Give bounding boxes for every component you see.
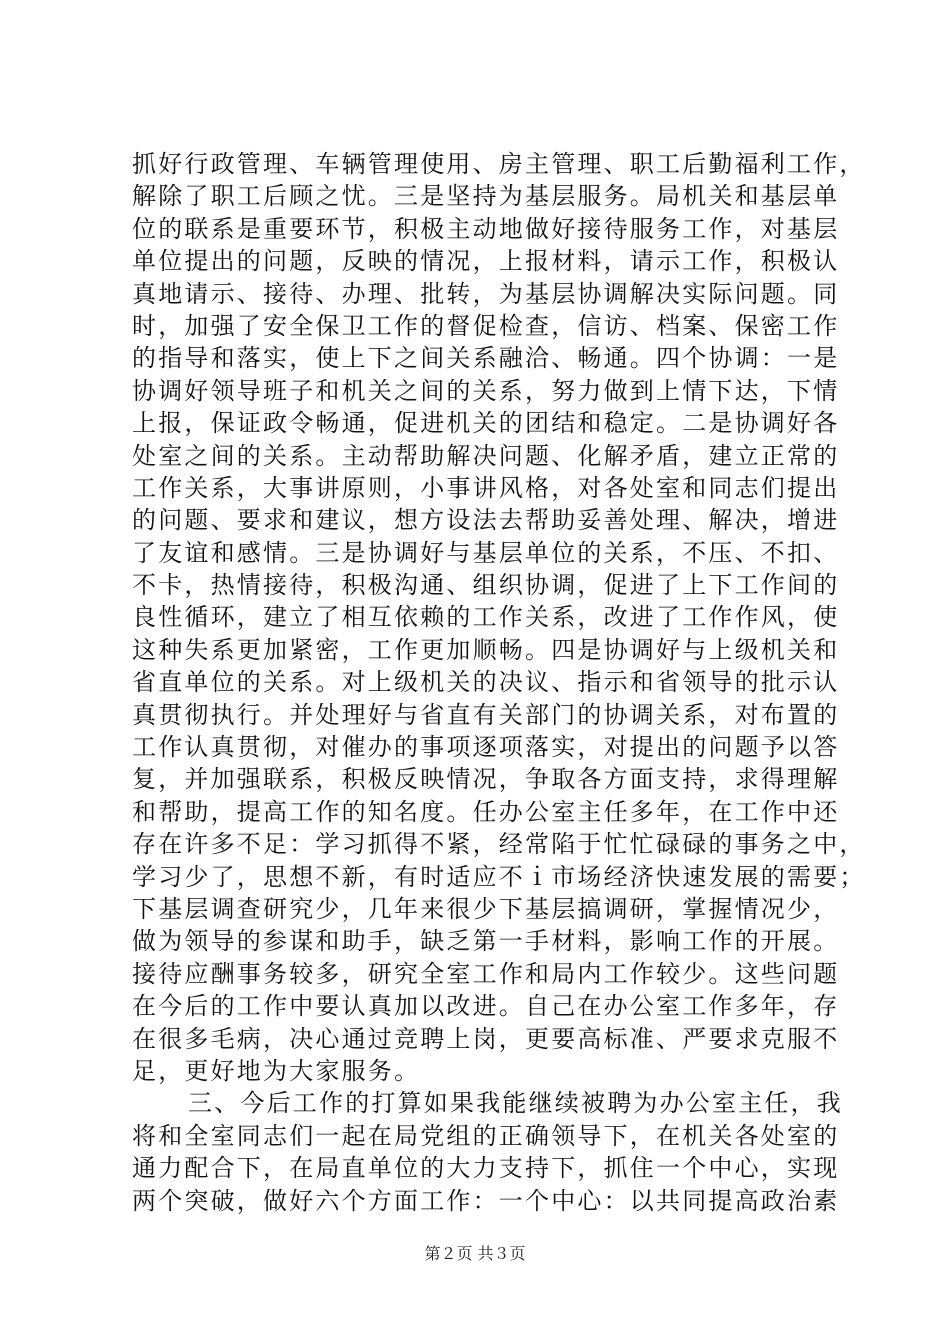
text-line: 学习少了，思想不新，有时适应不ｉ市场经济快速发展的需要；: [132, 862, 866, 891]
text-line: 位的联系是重要环节，积极主动地做好接待服务工作，对基层: [132, 214, 840, 243]
text-line: 的问题、要求和建议，想方设法去帮助妥善处理、解决，增进: [132, 506, 840, 535]
text-line: 这种失系更加紧密，工作更加顺畅。四是协调好与上级机关和: [132, 635, 840, 664]
text-line: 上报，保证政令畅通，促进机关的团结和稳定。二是协调好各: [132, 409, 840, 438]
text-line: 将和全室同志们一起在局党组的正确领导下，在机关各处室的: [132, 1121, 840, 1150]
text-line: 下基层调查研究少，几年来很少下基层搞调研，掌握情况少，: [132, 894, 840, 923]
text-line: 做为领导的参谋和助手，缺乏第一手材料，影响工作的开展。: [132, 927, 840, 956]
text-line: 工作关系，大事讲原则，小事讲风格，对各处室和同志们提出: [132, 473, 840, 502]
text-line: 协调好领导班子和机关之间的关系，努力做到上情下达，下情: [132, 376, 840, 405]
text-line: 在很多毛病，决心通过竞聘上岗，更要高标准、严要求克服不: [132, 1024, 840, 1053]
document-body: [132, 148, 866, 1217]
text-line: 接待应酬事务较多，研究全室工作和局内工作较少。这些问题: [132, 959, 840, 988]
text-line: 真地请示、接待、办理、批转，为基层协调解决实际问题。同: [132, 279, 840, 308]
text-line: 良性循环，建立了相互依赖的工作关系，改进了工作作风，使: [132, 603, 840, 632]
text-line: 真贯彻执行。并处理好与省直有关部门的协调关系，对布置的: [132, 700, 840, 729]
text-line: 存在许多不足：学习抓得不紧，经常陷于忙忙碌碌的事务之中，: [132, 830, 866, 859]
text-line: 不卡，热情接待，积极沟通、组织协调，促进了上下工作间的: [132, 571, 840, 600]
text-line: 了友谊和感情。三是协调好与基层单位的关系，不压、不扣、: [132, 538, 840, 567]
text-line: 的指导和落实，使上下之间关系融洽、畅通。四个协调：一是: [132, 344, 840, 373]
text-line: 通力配合下，在局直单位的大力支持下，抓住一个中心，实现: [132, 1154, 840, 1183]
text-line: 处室之间的关系。主动帮助解决问题、化解矛盾，建立正常的: [132, 441, 840, 470]
text-line: 单位提出的问题，反映的情况，上报材料，请示工作，积极认: [132, 247, 840, 276]
text-line: 在今后的工作中要认真加以改进。自己在办公室工作多年，存: [132, 992, 840, 1021]
page-footer: [0, 1244, 950, 1264]
section-heading-line: 三、今后工作的打算如果我能继续被聘为办公室主任，我: [188, 1089, 843, 1118]
text-line: 两个突破，做好六个方面工作：一个中心：以共同提高政治素: [132, 1186, 840, 1215]
text-line: 复，并加强联系，积极反映情况，争取各方面支持，求得理解: [132, 765, 840, 794]
text-line: 抓好行政管理、车辆管理使用、房主管理、职工后勤福利工作，: [132, 150, 866, 178]
text-line: 足，更好地为大家服务。: [132, 1056, 421, 1085]
text-line: 和帮助，提高工作的知名度。任办公室主任多年，在工作中还: [132, 797, 840, 826]
text-line: 解除了职工后顾之忧。三是坚持为基层服务。局机关和基层单: [132, 182, 840, 211]
page-number: 第２页 共３页: [424, 1244, 526, 1263]
text-line: 省直单位的关系。对上级机关的决议、指示和省领导的批示认: [132, 668, 840, 697]
text-line: 工作认真贯彻，对催办的事项逐项落实，对提出的问题予以答: [132, 733, 840, 762]
text-line: 时，加强了安全保卫工作的督促检查，信访、档案、保密工作: [132, 311, 840, 340]
